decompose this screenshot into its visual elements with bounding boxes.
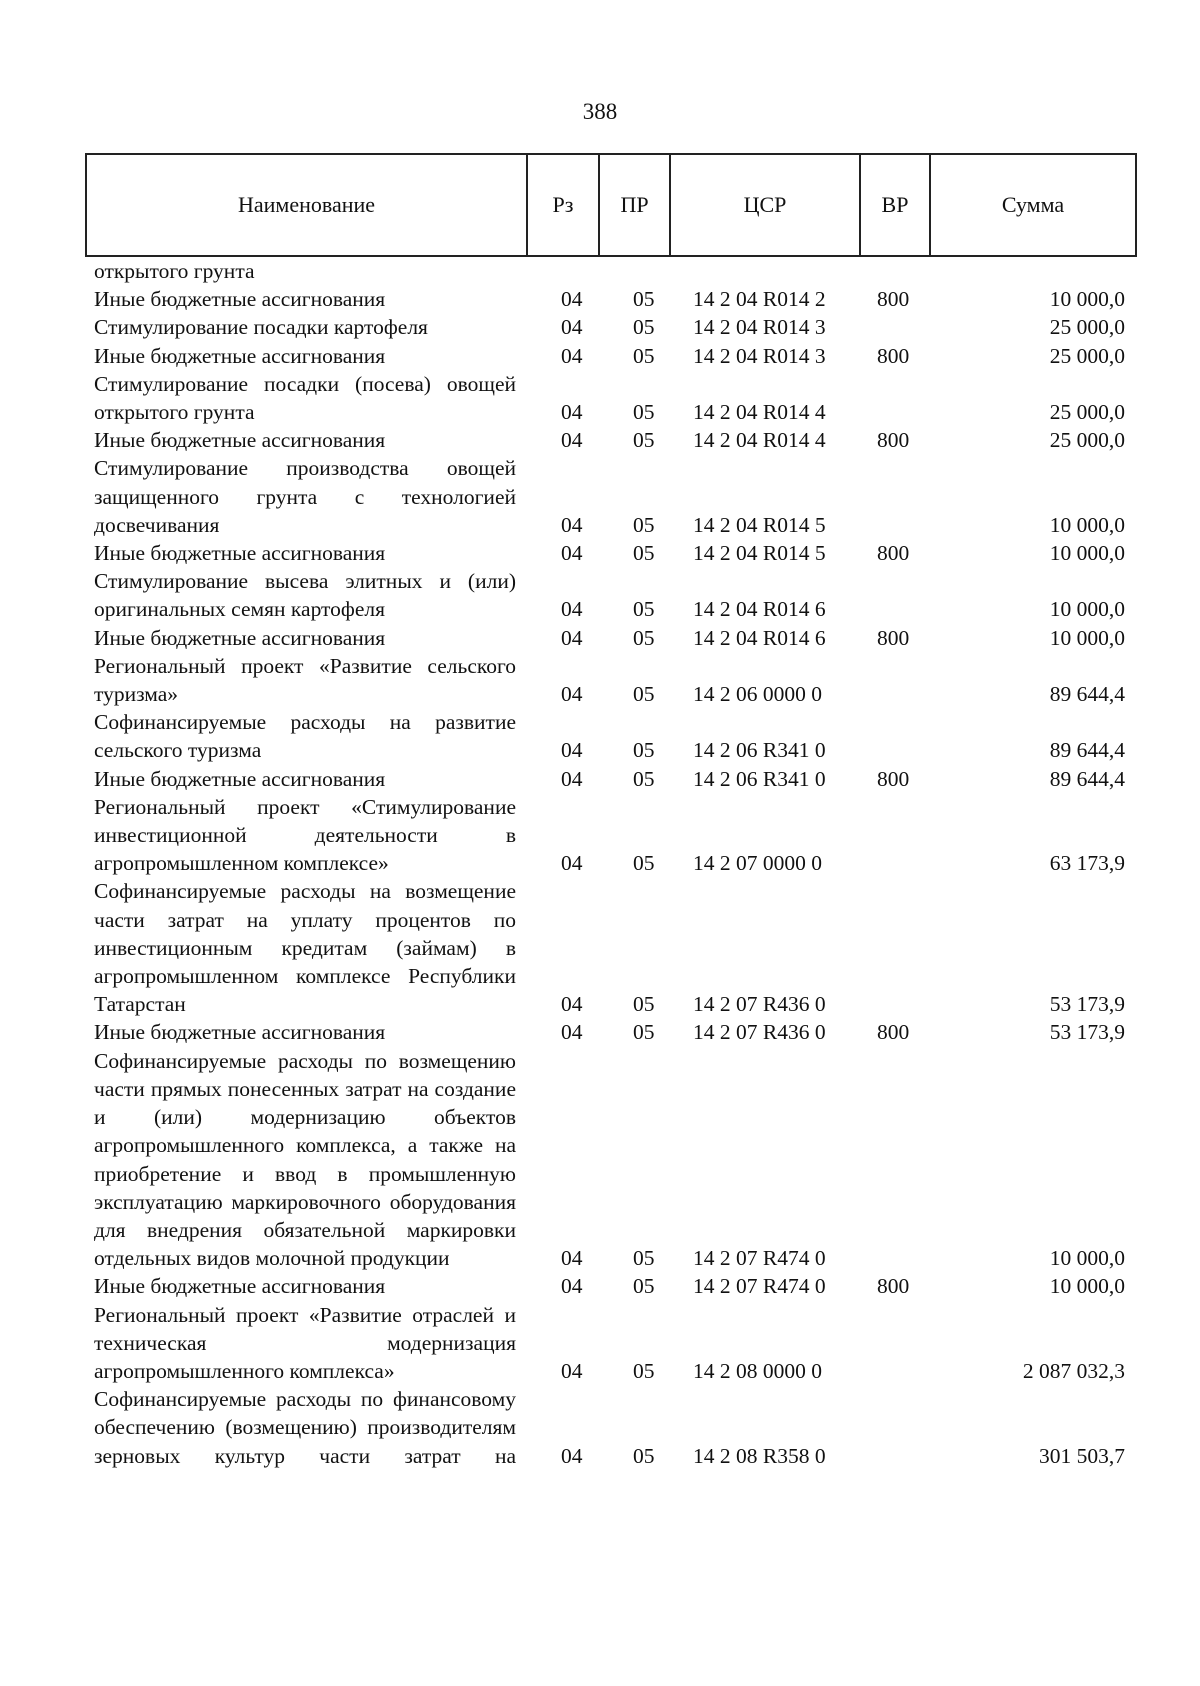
cell-pr: 05 bbox=[633, 315, 655, 340]
cell-rz: 04 bbox=[561, 738, 583, 763]
header-vr: ВР bbox=[860, 154, 930, 256]
table-row bbox=[85, 1047, 1135, 1273]
cell-vr bbox=[859, 257, 929, 285]
header-name: Наименование bbox=[86, 154, 527, 256]
table-row bbox=[85, 1301, 1135, 1386]
cell-csr: 14 2 08 0000 0 bbox=[693, 1358, 822, 1383]
cell-csr: 14 2 04 R014 6 bbox=[693, 625, 826, 650]
table-row bbox=[85, 708, 1135, 764]
cell-name: Иные бюджетные ассигнования bbox=[94, 287, 386, 312]
cell-csr: 14 2 04 R014 6 bbox=[693, 597, 826, 622]
cell-sum: 63 173,9 bbox=[1049, 851, 1125, 876]
cell-pr: 05 bbox=[633, 343, 655, 368]
cell-vr bbox=[859, 793, 929, 878]
cell-vr bbox=[859, 877, 929, 1018]
cell-pr: 05 bbox=[633, 541, 655, 566]
header-pr: ПР bbox=[599, 154, 670, 256]
table-row bbox=[85, 567, 1135, 623]
table-row bbox=[85, 1272, 1135, 1300]
cell-sum: 53 173,9 bbox=[1049, 1020, 1125, 1045]
table-row bbox=[85, 793, 1135, 878]
cell-name: Иные бюджетные ассигнования bbox=[94, 343, 386, 368]
table-row bbox=[85, 454, 1135, 539]
cell-name: Иные бюджетные ассигнования bbox=[94, 1020, 386, 1045]
cell-rz: 04 bbox=[561, 992, 583, 1017]
cell-sum: 25 000,0 bbox=[1049, 428, 1125, 453]
cell-rz: 04 bbox=[561, 1246, 583, 1271]
cell-vr bbox=[859, 708, 929, 764]
cell-csr: 14 2 07 R474 0 bbox=[693, 1274, 826, 1299]
cell-vr bbox=[859, 567, 929, 623]
cell-sum: 25 000,0 bbox=[1049, 315, 1125, 340]
cell-rz: 04 bbox=[561, 428, 583, 453]
cell-csr: 14 2 06 0000 0 bbox=[693, 682, 822, 707]
cell-name: Иные бюджетные ассигнования bbox=[94, 541, 386, 566]
cell-rz: 04 bbox=[561, 343, 583, 368]
cell-rz: 04 bbox=[561, 400, 583, 425]
cell-name: Иные бюджетные ассигнования bbox=[94, 1274, 386, 1299]
cell-rz: 04 bbox=[561, 1020, 583, 1045]
cell-sum bbox=[929, 257, 1135, 285]
header-csr: ЦСР bbox=[670, 154, 860, 256]
cell-csr bbox=[669, 257, 859, 285]
cell-rz: 04 bbox=[561, 287, 583, 312]
table-row bbox=[85, 877, 1135, 1018]
cell-name: Софинансируемые расходы по финансовому обеспечению (возмещению) производителям зерновых культур части затрат на bbox=[94, 1387, 516, 1468]
cell-name: Иные бюджетные ассигнования bbox=[94, 625, 386, 650]
cell-csr: 14 2 06 R341 0 bbox=[693, 766, 826, 791]
cell-rz: 04 bbox=[561, 541, 583, 566]
cell-name: Стимулирование посадки картофеля bbox=[94, 315, 428, 340]
cell-sum: 10 000,0 bbox=[1049, 597, 1125, 622]
cell-name: Стимулирование производства овощей защищенного грунта с технологией досвечивания bbox=[94, 456, 516, 537]
cell-name: Иные бюджетные ассигнования bbox=[94, 766, 386, 791]
cell-sum: 10 000,0 bbox=[1049, 1274, 1125, 1299]
table-body bbox=[85, 257, 1135, 1470]
cell-csr: 14 2 04 R014 3 bbox=[693, 343, 826, 368]
cell-rz: 04 bbox=[561, 766, 583, 791]
cell-vr bbox=[859, 313, 929, 341]
cell-rz: 04 bbox=[561, 597, 583, 622]
cell-csr: 14 2 04 R014 3 bbox=[693, 315, 826, 340]
cell-name: Софинансируемые расходы на развитие сельского туризма bbox=[94, 710, 516, 763]
table-row bbox=[85, 765, 1135, 793]
cell-pr bbox=[598, 257, 669, 285]
cell-sum: 25 000,0 bbox=[1049, 400, 1125, 425]
cell-csr: 14 2 08 R358 0 bbox=[693, 1443, 826, 1468]
cell-sum: 10 000,0 bbox=[1049, 1246, 1125, 1271]
cell-sum: 10 000,0 bbox=[1049, 541, 1125, 566]
cell-vr bbox=[859, 1301, 929, 1386]
cell-pr: 05 bbox=[633, 766, 655, 791]
cell-csr: 14 2 04 R014 5 bbox=[693, 541, 826, 566]
cell-sum: 25 000,0 bbox=[1049, 343, 1125, 368]
cell-name: Софинансируемые расходы на возмещение части затрат на уплату процентов по инвестиционным кредитам (займам) в агропромышленном комплексе Республики Татарстан bbox=[94, 879, 516, 1017]
cell-name: Региональный проект «Стимулирование инвестиционной деятельности в агропромышленном комплексе» bbox=[94, 794, 516, 876]
cell-name: Региональный проект «Развитие сельского туризма» bbox=[94, 653, 516, 707]
cell-pr: 05 bbox=[633, 1358, 655, 1383]
budget-table bbox=[85, 257, 1135, 1470]
cell-sum: 10 000,0 bbox=[1049, 287, 1125, 312]
cell-vr: 800 bbox=[877, 541, 910, 566]
cell-name: открытого грунта bbox=[94, 259, 255, 283]
cell-vr: 800 bbox=[877, 1020, 910, 1045]
cell-name: Иные бюджетные ассигнования bbox=[94, 428, 386, 453]
cell-rz: 04 bbox=[561, 1274, 583, 1299]
cell-vr bbox=[859, 1385, 929, 1470]
cell-vr bbox=[859, 1047, 929, 1273]
cell-vr: 800 bbox=[877, 625, 910, 650]
cell-vr: 800 bbox=[877, 766, 910, 791]
header-sum: Сумма bbox=[930, 154, 1136, 256]
cell-name: Софинансируемые расходы по возмещению части прямых понесенных затрат на создание и (или) модернизацию объектов агропромышленного комплекса, а также на приобретение и ввод в промышленную эксплуатацию маркировочного оборудования для внедрения обязательной маркировки отдельных видов молочной продукции bbox=[94, 1048, 516, 1271]
table-row bbox=[85, 426, 1135, 454]
cell-pr: 05 bbox=[633, 597, 655, 622]
cell-rz bbox=[526, 257, 598, 285]
cell-csr: 14 2 07 R436 0 bbox=[693, 992, 826, 1017]
cell-vr: 800 bbox=[877, 287, 910, 312]
cell-name: Региональный проект «Развитие отраслей и техническая модернизация агропромышленного комплекса» bbox=[94, 1302, 516, 1383]
cell-pr: 05 bbox=[633, 851, 655, 876]
cell-csr: 14 2 04 R014 5 bbox=[693, 512, 826, 537]
cell-pr: 05 bbox=[633, 1246, 655, 1271]
cell-rz: 04 bbox=[561, 512, 583, 537]
cell-rz: 04 bbox=[561, 1443, 583, 1468]
table-row bbox=[85, 624, 1135, 652]
cell-pr: 05 bbox=[633, 625, 655, 650]
cell-sum: 89 644,4 bbox=[1049, 766, 1125, 791]
cell-pr: 05 bbox=[633, 1443, 655, 1468]
cell-vr bbox=[859, 652, 929, 708]
table-row bbox=[85, 342, 1135, 370]
cell-rz: 04 bbox=[561, 315, 583, 340]
cell-csr: 14 2 07 R436 0 bbox=[693, 1020, 826, 1045]
table-row bbox=[85, 257, 1135, 285]
cell-pr: 05 bbox=[633, 400, 655, 425]
cell-vr: 800 bbox=[877, 1274, 910, 1299]
table-row bbox=[85, 652, 1135, 708]
cell-csr: 14 2 04 R014 4 bbox=[693, 400, 826, 425]
cell-sum: 10 000,0 bbox=[1049, 625, 1125, 650]
cell-name: Стимулирование посадки (посева) овощей открытого грунта bbox=[94, 371, 516, 425]
cell-pr: 05 bbox=[633, 1274, 655, 1299]
cell-csr: 14 2 04 R014 2 bbox=[693, 287, 826, 312]
table-row bbox=[85, 313, 1135, 341]
table-header bbox=[85, 153, 1137, 257]
table-row bbox=[85, 285, 1135, 313]
cell-rz: 04 bbox=[561, 625, 583, 650]
cell-sum: 2 087 032,3 bbox=[1022, 1358, 1125, 1383]
cell-pr: 05 bbox=[633, 287, 655, 312]
cell-pr: 05 bbox=[633, 1020, 655, 1045]
cell-pr: 05 bbox=[633, 428, 655, 453]
cell-sum: 10 000,0 bbox=[1049, 512, 1125, 537]
cell-vr: 800 bbox=[877, 428, 910, 453]
cell-vr bbox=[859, 454, 929, 539]
cell-csr: 14 2 06 R341 0 bbox=[693, 738, 826, 763]
cell-pr: 05 bbox=[633, 992, 655, 1017]
cell-sum: 53 173,9 bbox=[1049, 992, 1125, 1017]
table-row bbox=[85, 370, 1135, 426]
table-row bbox=[85, 1018, 1135, 1046]
cell-pr: 05 bbox=[633, 682, 655, 707]
cell-sum: 89 644,4 bbox=[1049, 738, 1125, 763]
cell-rz: 04 bbox=[561, 682, 583, 707]
cell-csr: 14 2 07 R474 0 bbox=[693, 1246, 826, 1271]
cell-csr: 14 2 04 R014 4 bbox=[693, 428, 826, 453]
cell-name: Стимулирование высева элитных и (или) оригинальных семян картофеля bbox=[94, 569, 516, 622]
table-row bbox=[85, 1385, 1135, 1470]
cell-pr: 05 bbox=[633, 512, 655, 537]
cell-csr: 14 2 07 0000 0 bbox=[693, 851, 822, 876]
table-row bbox=[85, 539, 1135, 567]
cell-vr bbox=[859, 370, 929, 426]
header-rz: Рз bbox=[527, 154, 599, 256]
cell-pr: 05 bbox=[633, 738, 655, 763]
page-number: 388 bbox=[582, 99, 618, 124]
cell-vr: 800 bbox=[877, 343, 910, 368]
cell-sum: 301 503,7 bbox=[1039, 1443, 1125, 1468]
cell-rz: 04 bbox=[561, 1358, 583, 1383]
cell-sum: 89 644,4 bbox=[1049, 682, 1125, 707]
cell-rz: 04 bbox=[561, 851, 583, 876]
